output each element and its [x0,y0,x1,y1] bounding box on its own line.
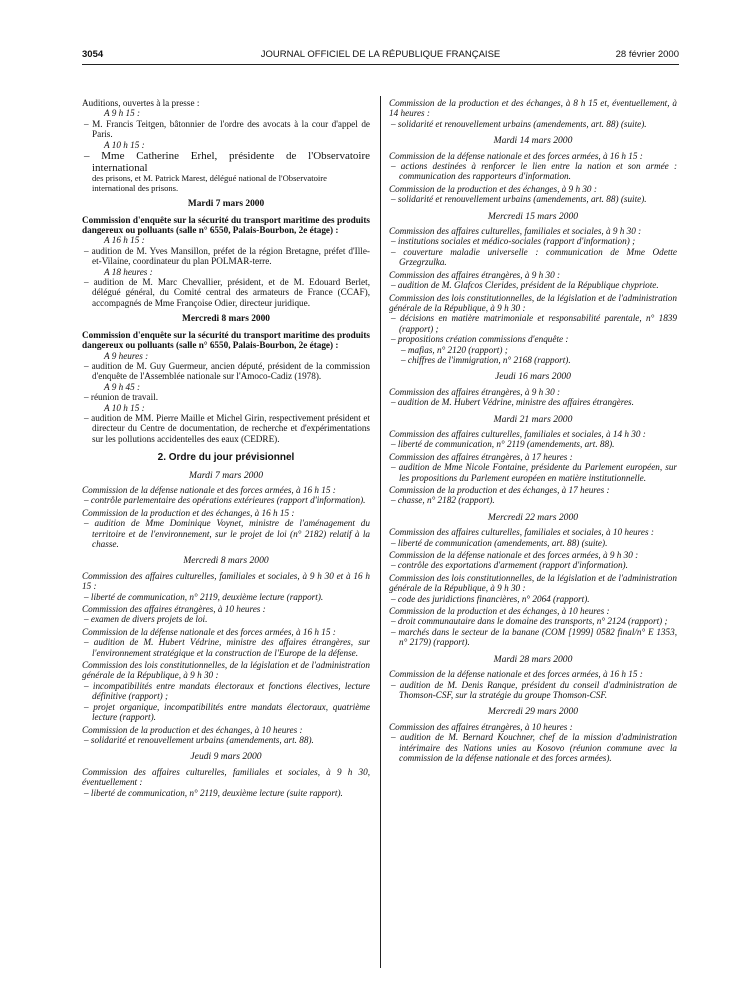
time-label: A 10 h 15 : [104,139,145,150]
agenda-item: – audition de M. Bernard Kouchner, chef de la mission d'administration intérimaire des Nations unies au Kosovo (réunion commune avec la commission de la défense nationale et des forces armées). [391,732,677,763]
commission-heading: Commission d'enquête sur la sécurité du transport maritime des produits dangereux ou polluants (salle n° 6550, Palais-Bourbon, 2e étage) : [82,214,370,236]
date-heading: Mercredi 29 mars 2000 [487,706,579,718]
agenda-item: – liberté de communication, n° 2119, deuxième lecture (rapport). [84,591,324,602]
commission-line: Commission des affaires étrangères, à 17 heures : [389,451,573,462]
commission-line: Commission des affaires culturelles, familiales et sociales, à 9 h 30 : [389,226,642,237]
agenda-item: – audition de M. Glafcos Clerides, président de la République chypriote. [391,280,659,291]
agenda-item: – audition de M. Guy Guermeur, ancien député, président de la commission d'enquête de l'Assemblée nationale sur l'Amoco-Cadiz (1978). [84,360,370,382]
agenda-item: – droit communautaire dans le domaine des transports, n° 2124 (rapport) ; [391,616,668,627]
agenda-item: – propositions création commissions d'enquête : [391,334,569,345]
column-separator [380,96,381,968]
commission-line: Commission des affaires culturelles, familiales et sociales, à 9 h 30 et à 16 h 15 : [82,570,370,592]
agenda-item: – audition de M. Yves Mansillon, préfet de la région Bretagne, préfet d'Ille-et-Vilaine, coordinateur du plan POLMAR-terre. [84,245,370,267]
commission-line: Commission des lois constitutionnelles, de la législation et de l'administration générale de la République, à 9 h 30 : [389,292,677,313]
commission-line: Commission de la production et des échanges, à 10 heures : [82,724,303,735]
date-heading: Mardi 14 mars 2000 [493,135,573,147]
header-rule [82,64,679,65]
commission-line: Commission de la production et des échanges, à 8 h 15 et, éventuellement, à 14 heures : [389,98,677,119]
commission-line: Commission des affaires étrangères, à 9 h 30 : [389,269,561,280]
agenda-item: – chasse, n° 2182 (rapport). [391,495,495,506]
commission-line: Commission de la production et des échanges, à 16 h 15 : [82,507,295,518]
agenda-item: – audition de MM. Pierre Maille et Michel Girin, respectivement président et directeur du Centre de documentation, de recherche et d'expérimentations sur les pollutions accidentelles des eaux (CEDRE). [84,412,370,444]
agenda-item: – contrôle des exportations d'armement (rapport d'information). [391,560,628,571]
time-label: A 18 heures : [104,266,153,277]
date-heading: Mercredi 8 mars 2000 [182,314,270,325]
agenda-item: – audition de M. Marc Chevallier, président, et de M. Edouard Berlet, délégué général, du Comité central des armateurs de France (CCAF), accompagnés de Mme Françoise Odier, directeur juridique. [84,277,370,308]
agenda-item: – décisions en matière matrimoniale et responsabilité parentale, n° 1839 (rapport) ; [391,313,677,334]
date-heading: Mercredi 8 mars 2000 [183,555,269,567]
date-heading: Mardi 28 mars 2000 [493,653,573,665]
date-heading: Mardi 7 mars 2000 [187,199,265,210]
date-heading: Jeudi 9 mars 2000 [190,751,262,763]
commission-line: Commission des affaires culturelles, familiales et sociales, à 9 h 30, éventuellement : [82,766,370,788]
left-column [82,98,370,798]
agenda-item: – audition de M. Hubert Védrine, ministre des affaires étrangères. [391,397,634,408]
date-heading: Mardi 21 mars 2000 [493,413,573,425]
agenda-subitem: – mafias, n° 2120 (rapport) ; [401,344,508,355]
time-label: A 9 h 45 : [104,381,141,392]
agenda-item: – code des juridictions financières, n° 2064 (rapport). [391,593,590,604]
agenda-item: – liberté de communication, n° 2119 (amendements, art. 88). [391,439,615,450]
agenda-item: – couverture maladie universelle : communication de Mme Odette Grzegrzulka. [391,246,677,268]
time-label: A 9 heures : [104,350,149,361]
commission-line: Commission de la production et des échanges, à 9 h 30 : [389,183,597,194]
journal-title: JOURNAL OFFICIEL DE LA RÉPUBLIQUE FRANÇAISE [260,49,501,60]
issue-date: 28 février 2000 [615,49,679,60]
commission-line: Commission de la défense nationale et des forces armées, à 9 h 30 : [389,550,639,561]
agenda-item: – réunion de travail. [84,392,158,403]
text-line: Auditions, ouvertes à la presse : [82,98,200,108]
agenda-item: – solidarité et renouvellement urbains (amendements, art. 88). [84,734,314,745]
right-column [389,98,677,763]
agenda-item: – audition de M. Denis Ranque, président du conseil d'administration de Thomson-CSF, sur la stratégie du groupe Thomson-CSF. [391,679,677,700]
date-heading: Mardi 7 mars 2000 [189,469,263,481]
agenda-item: – contrôle parlementaire des opérations extérieures (rapport d'information). [84,495,366,506]
commission-line: Commission des affaires culturelles, familiales et sociales, à 14 h 30 : [389,428,646,439]
agenda-item: – incompatibilités entre mandats électoraux et fonctions électives, lecture définitive (rapport) ; [84,680,370,702]
agenda-item: – institutions sociales et médico-sociales (rapport d'information) ; [391,236,636,247]
agenda-item: – marchés dans le secteur de la banane (COM [1999] 0582 final/n° E 1353, n° 2179) (rapport). [391,626,677,648]
agenda-item: – liberté de communication (amendements, art. 88) (suite). [391,537,608,548]
commission-line: Commission de la production et des échanges, à 17 heures : [389,485,610,495]
agenda-item: – M. Francis Teitgen, bâtonnier de l'ordre des avocats à la cour d'appel de Paris. [84,118,370,140]
page-header [82,49,679,63]
agenda-item: – examen de divers projets de loi. [84,614,208,625]
page-number: 3054 [82,49,104,60]
commission-line: Commission de la défense nationale et des forces armées, à 16 h 15 : [389,150,643,161]
agenda-subitem: – chiffres de l'immigration, n° 2168 (rapport). [401,354,571,365]
agenda-item: – audition de Mme Dominique Voynet, ministre de l'aménagement du territoire et de l'environnement, sur le projet de loi (n° 2182) relatif à la chasse. [84,518,370,549]
agenda-item: – actions destinées à renforcer le lien entre la nation et son armée : communication des rapporteurs d'information. [391,161,677,182]
commission-line: Commission des lois constitutionnelles, de la législation et de l'administration générale de la République, à 9 h 30 : [389,572,677,594]
date-heading: Mercredi 15 mars 2000 [487,210,579,222]
commission-line: Commission des affaires culturelles, familiales et sociales, à 10 heures : [389,527,654,538]
commission-line: Commission des affaires étrangères, à 10 heures : [82,604,266,615]
agenda-item: – audition de M. Hubert Védrine, ministre des affaires étrangères, sur l'environnement stratégique et la construction de l'Europe de la défense. [84,637,370,658]
time-label: A 9 h 15 : [104,108,141,119]
time-label: A 10 h 15 : [104,402,145,413]
agenda-item: – projet organique, incompatibilités entre mandats électoraux, quatrième lecture (rapport). [84,701,370,723]
agenda-item: – audition de Mme Nicole Fontaine, présidente du Parlement européen, sur les propositions du Parlement européen en matière institutionnelle. [391,462,677,483]
commission-line: Commission des affaires étrangères, à 10 heures : [389,721,573,732]
agenda-item: – Mme Catherine Erhel, présidente de l'Observatoire international [84,150,370,175]
date-heading: Mercredi 22 mars 2000 [487,511,579,523]
agenda-item: – solidarité et renouvellement urbains (amendements, art. 88) (suite). [391,194,647,205]
commission-heading: Commission d'enquête sur la sécurité du transport maritime des produits dangereux ou polluants (salle n° 6550, Palais-Bourbon, 2e étage) : [82,329,370,351]
agenda-item: – solidarité et renouvellement urbains (amendements, art. 88) (suite). [391,118,647,129]
commission-line: Commission des lois constitutionnelles, de la législation et de l'administration générale de la République, à 9 h 30 : [82,660,370,681]
commission-line: Commission de la défense nationale et des forces armées, à 16 h 15 : [389,669,643,680]
commission-line: Commission de la défense nationale et des forces armées, à 16 h 15 : [82,626,336,637]
section-title: 2. Ordre du jour prévisionnel [157,452,295,464]
date-heading: Jeudi 16 mars 2000 [495,371,571,383]
time-label: A 16 h 15 : [104,235,145,246]
agenda-item: – liberté de communication, n° 2119, deuxième lecture (suite rapport). [84,787,343,798]
agenda-item-continued: des prisons, et M. Patrick Marest, délégué national de l'Observatoire international des prisons. [92,173,327,193]
commission-line: Commission des affaires étrangères, à 9 h 30 : [389,386,561,397]
commission-line: Commission de la défense nationale et des forces armées, à 16 h 15 : [82,484,336,495]
commission-line: Commission de la production et des échanges, à 10 heures : [389,606,610,617]
